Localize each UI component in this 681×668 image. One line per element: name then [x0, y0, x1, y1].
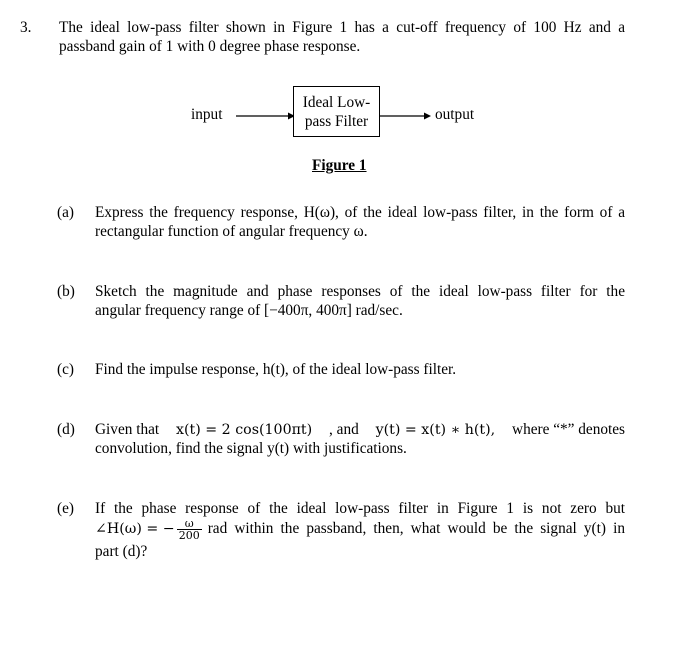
- question-number: 3.: [20, 19, 32, 36]
- part-e-fraction: [177, 518, 202, 541]
- part-e-line-2-text: rad within the passband, then, what would be the signal y(t) in: [207, 520, 625, 537]
- part-d-line-2: convolution, find the signal y(t) with justifications.: [95, 440, 407, 457]
- part-c-line-1: Find the impulse response, h(t), of the ideal low-pass filter.: [95, 361, 457, 378]
- output-arrow: [380, 110, 432, 122]
- part-e-phase-expression: ∠H(ω) = −: [95, 521, 175, 537]
- part-a-label: (a): [57, 204, 74, 221]
- output-label: output: [435, 106, 475, 123]
- part-e-fraction-numerator: ω: [177, 518, 202, 530]
- part-c-label: (c): [57, 361, 74, 378]
- figure-caption: Figure 1: [312, 157, 367, 174]
- part-d-y-expression: y(t) = x(t) ∗ h(t),: [375, 422, 496, 438]
- intro-line-1: The ideal low-pass filter shown in Figure 1 has a cut-off frequency of 100 Hz and a: [59, 19, 625, 36]
- input-label: input: [191, 106, 223, 123]
- part-d-line-1: [95, 421, 625, 439]
- part-b-line-2: angular frequency range of [−400π, 400π] rad/sec.: [95, 302, 403, 319]
- part-e-fraction-denominator: 200: [178, 528, 200, 542]
- part-a-line-1: Express the frequency response, H(ω), of the ideal low-pass filter, in the form of a: [95, 204, 625, 221]
- intro-line-2: passband gain of 1 with 0 degree phase response.: [59, 38, 361, 55]
- part-e-line-1: If the phase response of the ideal low-pass filter in Figure 1 is not zero but: [95, 500, 625, 517]
- input-arrow: [236, 110, 296, 122]
- filter-box: [293, 86, 380, 137]
- part-e-line-2: [95, 514, 625, 544]
- part-d-label: (d): [57, 421, 75, 438]
- part-e-label: (e): [57, 500, 74, 517]
- part-d-given: Given that: [95, 421, 160, 438]
- part-e-line-3: part (d)?: [95, 543, 148, 560]
- part-d-where-denotes: where “*” denotes: [512, 421, 625, 438]
- filter-box-line-2: pass Filter: [304, 113, 369, 130]
- part-b-line-1: Sketch the magnitude and phase responses of the ideal low-pass filter for the: [95, 283, 625, 300]
- part-d-and: , and: [329, 421, 359, 438]
- part-d-x-expression: x(t) = 2 cos(100πt): [176, 422, 313, 438]
- part-b-label: (b): [57, 283, 75, 300]
- part-a-line-2: rectangular function of angular frequency ω.: [95, 223, 368, 240]
- filter-box-line-1: Ideal Low-: [302, 94, 371, 111]
